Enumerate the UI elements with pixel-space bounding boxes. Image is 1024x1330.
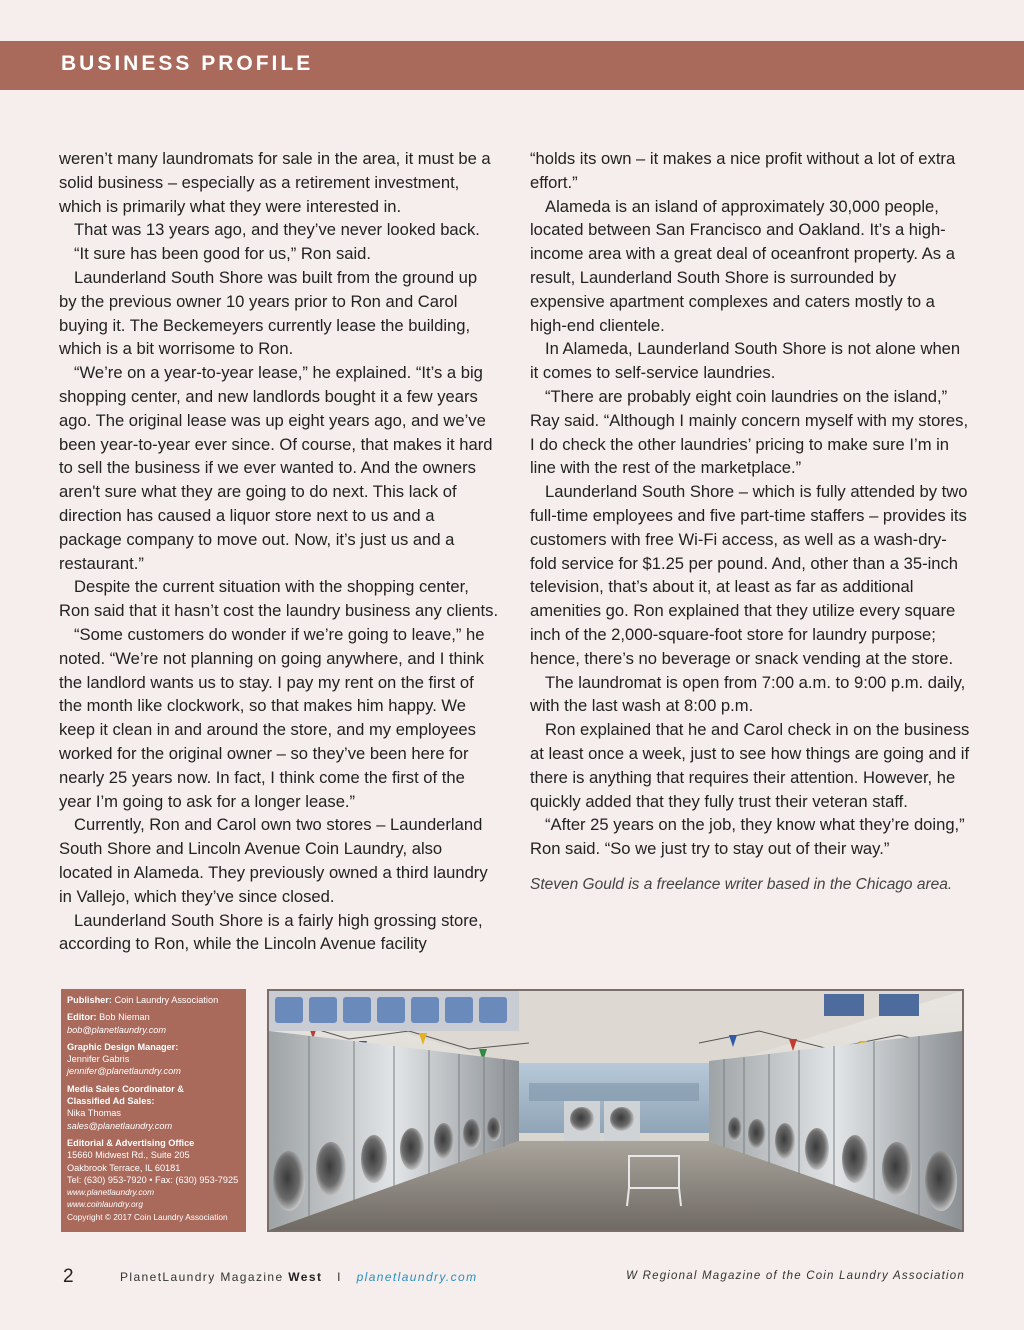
article-column-right	[530, 147, 970, 897]
sales-label: Media Sales Coordinator &	[67, 1083, 184, 1094]
editor-email[interactable]: bob@planetlaundry.com	[67, 1024, 167, 1035]
paragraph: weren’t many laundromats for sale in the area, it must be a solid business – especially as a retirement investment, which is primarily what they were interested in.	[59, 149, 491, 216]
page-footer	[0, 1266, 1024, 1290]
magazine-tagline: W Regional Magazine of the Coin Laundry Association	[626, 1270, 965, 1282]
address-line: 15660 Midwest Rd., Suite 205	[67, 1150, 190, 1161]
paragraph: Ron explained that he and Carol check in on the business at least once a week, just to see how things are going and if there is anything that requires their attention. However, he quickly added that they fully trust their veteran staff.	[530, 720, 970, 811]
paragraph: The laundromat is open from 7:00 a.m. to 9:00 p.m. daily, with the last wash at 8:00 p.m.	[530, 672, 966, 716]
paragraph: “After 25 years on the job, they know what they’re doing,” Ron said. “So we just try to stay out of their way.”	[530, 815, 965, 859]
paragraph: Alameda is an island of approximately 30,000 people, located between San Francisco and Oakland. It’s a high-income area with a great deal of oceanfront property. As a result, Launderland South Shore is surrounded by expensive apartment complexes and caters mostly to a high-end clientele.	[530, 196, 955, 335]
publisher-name: Coin Laundry Association	[114, 995, 219, 1005]
address-line: Oakbrook Terrace, IL 60181	[67, 1162, 181, 1173]
article-column-left	[59, 147, 499, 956]
publisher-label: Publisher:	[67, 995, 112, 1005]
editor-name: Bob Nieman	[99, 1012, 150, 1023]
paragraph: “We’re on a year-to-year lease,” he explained. “It’s a big shopping center, and new landlords bought it a few years ago. The original lease was up eight years ago, and we’ve been year-to-year ever since. Of course, that makes it hard to sell the business if we ever wanted to. And the owners aren't sure what they are going to do next. This lack of direction has caused a liquor store next to us and a package company to move out. Now, it’s just us and a restaurant.”	[59, 363, 493, 573]
section-title: BUSINESS PROFILE	[61, 52, 314, 75]
sales-name: Nika Thomas	[67, 1108, 121, 1119]
sales-label-cont: Classified Ad Sales:	[67, 1096, 155, 1107]
paragraph: “There are probably eight coin laundries on the island,” Ray said. “Although I mainly concern myself with my stores, I do check the other laundries’ pricing to make sure I’m in line with the rest of the marketplace.”	[530, 386, 969, 478]
laundromat-photo	[267, 989, 964, 1232]
sales-email[interactable]: sales@planetlaundry.com	[67, 1120, 173, 1131]
paragraph: “Some customers do wonder if we’re going to leave,” he noted. “We’re not planning on going anywhere, and I think the landlord wants us to stay. I pay my rent on the first of the month like clockwork, so that makes him happy. We keep it clean in and around the store, and my employees worked for the original owner – so they’ve been here for nearly 25 years now. In fact, I think come the first of the year I’m going to ask for a longer lease.”	[59, 624, 485, 811]
masthead-box	[61, 989, 246, 1232]
paragraph: In Alameda, Launderland South Shore is not alone when it comes to self-service laundries.	[530, 339, 961, 383]
magazine-edition: West	[288, 1270, 323, 1284]
page-number: 2	[63, 1266, 74, 1287]
paragraph: “holds its own – it makes a nice profit without a lot of extra effort.”	[530, 149, 956, 192]
copyright: Copyright © 2017 Coin Laundry Association	[67, 1211, 228, 1222]
author-byline: Steven Gould is a freelance writer based in the Chicago area.	[530, 875, 953, 893]
section-header-band	[0, 41, 1024, 90]
website-link[interactable]: www.planetlaundry.com	[67, 1187, 155, 1198]
office-label: Editorial & Advertising Office	[67, 1137, 195, 1148]
paragraph: “It sure has been good for us,” Ron said.	[74, 244, 372, 264]
magazine-name	[120, 1270, 478, 1284]
phone-fax: Tel: (630) 953-7920 • Fax: (630) 953-7925	[67, 1174, 239, 1185]
paragraph: Launderland South Shore is a fairly high grossing store, according to Ron, while the Lincoln Avenue facility	[59, 910, 483, 954]
paragraph: Launderland South Shore was built from the ground up by the previous owner 10 years prior to Ron and Carol buying it. The Beckemeyers currently lease the building, which is a bit worrisome to Ron.	[59, 267, 478, 359]
paragraph: Currently, Ron and Carol own two stores – Launderland South Shore and Lincoln Avenue Coin Laundry, also located in Alameda. They previously owned a third laundry in Vallejo, which they’ve since closed.	[59, 815, 488, 906]
paragraph: That was 13 years ago, and they’ve never looked back.	[74, 220, 480, 240]
footer-website-link[interactable]: planetlaundry.com	[356, 1270, 478, 1284]
design-label: Graphic Design Manager:	[67, 1041, 179, 1052]
editor-label: Editor:	[67, 1012, 97, 1023]
design-name: Jennifer Gabris	[67, 1054, 130, 1065]
paragraph: Despite the current situation with the shopping center, Ron said that it hasn’t cost the laundry business any clients.	[59, 577, 499, 621]
paragraph: Launderland South Shore – which is fully attended by two full-time employees and five part-time staffers – provides its customers with free Wi-Fi access, as well as a wash-dry-fold service for $1.25 per pound. And, other than a 35-inch television, that’s about it, at least as far as additional amenities go. Ron explained that they utilize every square inch of the 2,000-square-foot store for laundry purpose; hence, there’s no beverage or snack vending at the store.	[530, 482, 968, 668]
magazine-title: PlanetLaundry Magazine	[120, 1270, 284, 1284]
footer-separator: I	[337, 1270, 342, 1284]
design-email[interactable]: jennifer@planetlaundry.com	[67, 1066, 181, 1077]
website-link[interactable]: www.coinlaundry.org	[67, 1199, 143, 1210]
